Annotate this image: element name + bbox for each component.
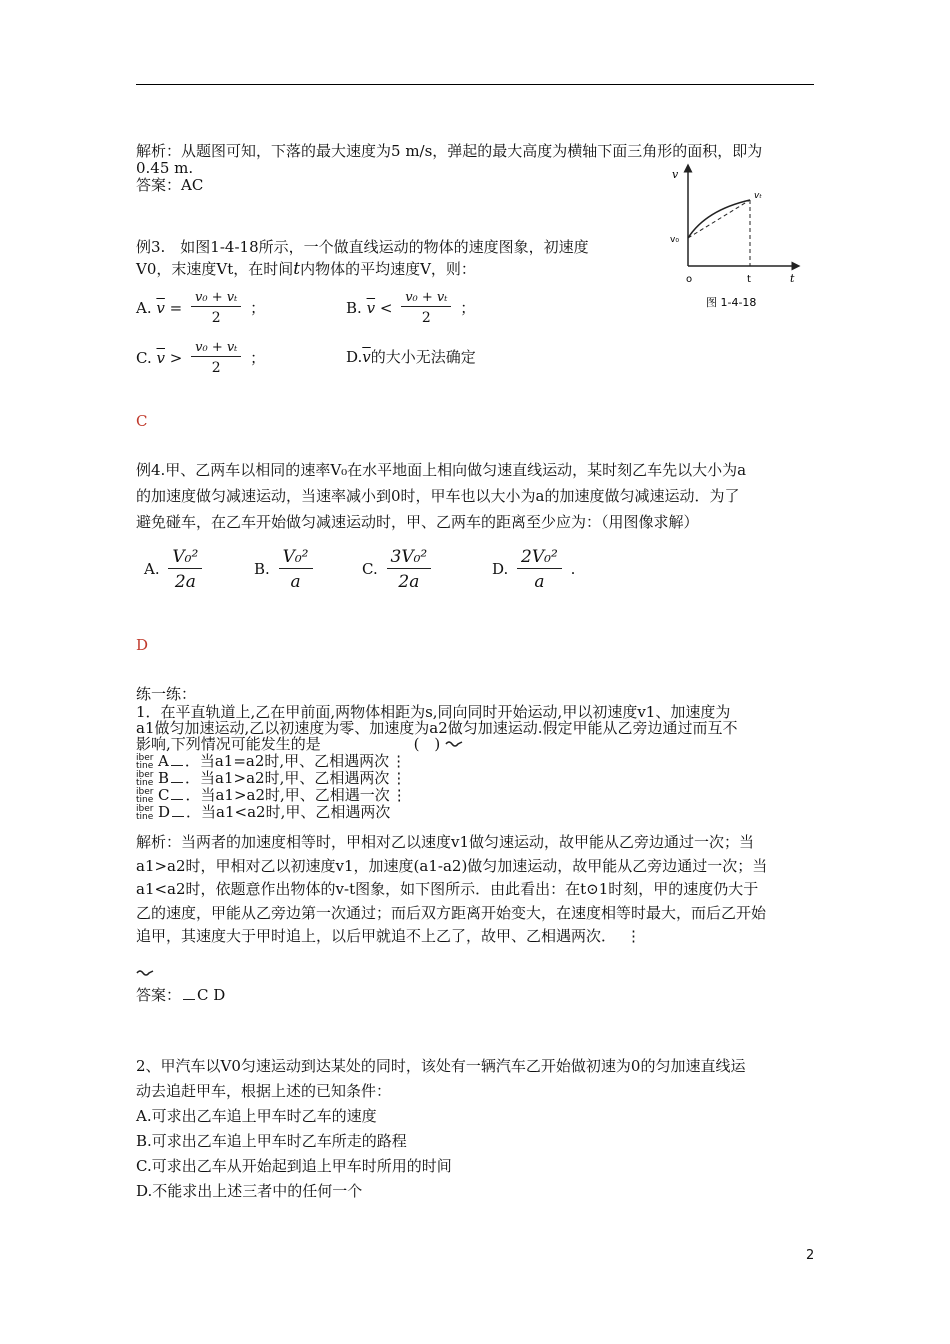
denominator: 2 (211, 359, 221, 376)
option-b (346, 288, 475, 329)
choice-c[interactable] (136, 785, 407, 805)
solution-last-line (136, 926, 767, 950)
numerator: V₀² (168, 546, 202, 569)
denominator: 2a (174, 571, 196, 592)
ellipsis-mark: ⋮ (391, 769, 407, 787)
v-axis-label: v (672, 168, 679, 181)
ellipsis-mark: ⋮ (626, 927, 642, 945)
analysis-answer: 答案：AC (136, 176, 204, 194)
solution-line: 乙的速度，甲能从乙旁边第一次通过；而后双方距离开始变大，在速度相等时最大，而后乙开始 (136, 903, 767, 922)
blank-line (183, 999, 195, 1000)
numerator: 3V₀² (387, 546, 432, 569)
example4-option-a (144, 543, 206, 595)
page-number: 2 (806, 1248, 815, 1263)
q2-line: 动去追赶甲车，根据上述的已知条件： (136, 1082, 392, 1100)
relation: < (379, 299, 393, 317)
ellipsis-mark: ⋮ (391, 752, 407, 770)
option-d-text: 的大小无法确定 (370, 348, 476, 366)
denominator: a (290, 571, 301, 592)
blank-line (171, 782, 183, 783)
blank-line (172, 816, 184, 817)
vt-graph (666, 160, 816, 320)
example3-line-2a: V0，末速度Vt，在时间 (136, 260, 294, 278)
option-d-label: D. (346, 348, 363, 366)
q1-choices (136, 751, 407, 822)
squiggle-icon (136, 963, 154, 982)
q1-line-2: a1做匀加速运动,乙以初速度为零、加速度为a2做匀加速运动.假定甲能从乙旁边通过而互不 (136, 719, 738, 737)
option-a-label: A. (136, 299, 152, 317)
q2-block (136, 1056, 745, 1206)
field-mark-icon: iber tine (136, 753, 154, 771)
choice-d[interactable] (136, 802, 407, 822)
choice-letter: C (158, 786, 170, 804)
t-mark-label: t (747, 274, 751, 285)
time-symbol: t (293, 259, 301, 279)
choice-text: ．当a1>a2时,甲、乙相遇两次 (185, 769, 390, 787)
solution-line: a1>a2时，甲相对乙以初速度v1，加速度(a1-a2)做匀加速运动，故甲能从乙旁边通过一次；当 (136, 856, 768, 875)
relation: = (169, 299, 183, 317)
answer-value: C D (197, 986, 226, 1004)
choice-letter: D (158, 803, 171, 821)
option-label: B. (254, 560, 270, 578)
trailing-period: . (570, 560, 576, 578)
q1-solution (136, 832, 767, 950)
fraction (168, 546, 202, 595)
example4-option-b (254, 543, 317, 595)
solution-line: 解析：当两者的加速度相等时，甲相对乙以速度v1做匀速运动，故甲能从乙旁边通过一次；当 (136, 833, 755, 851)
separator: ； (250, 299, 266, 317)
option-label: A. (144, 560, 160, 578)
v0-label: v₀ (670, 235, 679, 245)
blank-line (171, 799, 183, 800)
q1-paren: ( ) (413, 735, 441, 753)
option-c (136, 338, 265, 379)
figure-caption: 图 1-4-18 (706, 296, 757, 309)
numerator: v₀ + vₜ (191, 290, 241, 307)
practice-heading: 练一练： (136, 685, 197, 703)
fraction (517, 546, 562, 595)
fraction (191, 340, 241, 379)
separator: ； (250, 349, 266, 367)
vbar: $\overline{v}$ (156, 349, 165, 367)
example4-option-c (362, 543, 435, 595)
vbar: $\overline{v}$ (156, 299, 165, 317)
q1-line-1: 1．在平直轨道上,乙在甲前面,两物体相距为s,同向同时开始运动,甲以初速度v1、加速度为 (136, 703, 731, 721)
q2-line: 2、甲汽车以V0匀速运动到达某处的同时，该处有一辆汽车乙开始做初速为0的匀加速直线运 (136, 1057, 746, 1075)
origin-label: o (686, 274, 693, 285)
q1-line-3-text: 影响,下列情况可能发生的是 (136, 735, 321, 753)
vbar: $\overline{v}$ (362, 348, 371, 366)
field-mark-icon: iber tine (136, 770, 154, 788)
answer-label: 答案： (136, 986, 182, 1004)
solution-line: 追甲，其速度大于甲时追上，以后甲就追不上乙了，故甲、乙相遇两次． (136, 927, 617, 945)
vt-label: vₜ (754, 191, 762, 201)
option-label: D. (492, 560, 509, 578)
denominator: a (534, 571, 545, 592)
q1-answer (136, 985, 225, 1005)
analysis-line-1: 解析：从题图可知，下落的最大速度为5 m/s，弹起的最大高度为横轴下面三角形的面积，即为 (136, 142, 763, 160)
blank-line (171, 765, 183, 766)
example3-answer: C (136, 412, 148, 430)
separator: ； (460, 299, 476, 317)
field-mark-icon: iber tine (136, 787, 154, 805)
q2-option-a: A.可求出乙车追上甲车时乙车的速度 (136, 1107, 377, 1125)
example4-line-1: 例4.甲、乙两车以相同的速率V₀在水平地面上相向做匀速直线运动，某时刻乙车先以大小为a (136, 461, 747, 479)
analysis-line-2: 0.45 m. (136, 159, 194, 177)
vbar: $\overline{v}$ (366, 299, 376, 317)
choice-letter: A (158, 752, 169, 770)
denominator: 2 (421, 309, 431, 326)
header-rule (136, 84, 814, 85)
squiggle-icon (445, 735, 463, 753)
numerator: v₀ + vₜ (191, 340, 241, 357)
choice-b[interactable] (136, 768, 407, 788)
denominator: 2a (398, 571, 420, 592)
q2-option-d: D.不能求出上述三者中的任何一个 (136, 1182, 363, 1200)
example3-line-1: 例3. 如图1-4-18所示，一个做直线运动的物体的速度图象，初速度 (136, 238, 589, 256)
fraction (279, 546, 313, 595)
option-d (346, 347, 476, 367)
option-a (136, 288, 265, 329)
fraction (387, 546, 432, 595)
velocity-time-figure (666, 160, 816, 320)
field-mark-icon: iber tine (136, 804, 154, 822)
choice-a[interactable] (136, 751, 407, 771)
example4-option-d (492, 543, 575, 595)
example4-line-3: 避免碰车，在乙车开始做匀减速运动时，甲、乙两车的距离至少应为：（用图像求解） (136, 513, 699, 531)
example3-line-2 (136, 259, 476, 279)
option-c-label: C. (136, 349, 152, 367)
numerator: V₀² (279, 546, 313, 569)
denominator: 2 (211, 309, 221, 326)
option-b-label: B. (346, 299, 362, 317)
example4-answer: D (136, 636, 149, 654)
example3-line-2b: 内物体的平均速度V，则： (300, 260, 476, 278)
example4-line-2: 的加速度做匀减速运动，当速率减小到0时，甲车也以大小为a的加速度做匀减速运动．为了 (136, 487, 740, 505)
option-label: C. (362, 560, 378, 578)
t-axis-label: t (790, 272, 795, 285)
relation: > (169, 349, 183, 367)
average-line (688, 200, 750, 238)
solution-line: a1<a2时，依题意作出物体的v-t图象，如下图所示．由此看出：在t⊙1时刻，甲的速度仍大于 (136, 880, 759, 898)
numerator: 2V₀² (517, 546, 562, 569)
fraction (191, 290, 241, 329)
choice-letter: B (158, 769, 170, 787)
choice-text: ．当a1=a2时,甲、乙相遇两次 (184, 752, 390, 770)
q2-option-c: C.可求出乙车从开始起到追上甲车时所用的时间 (136, 1157, 452, 1175)
q2-option-b: B.可求出乙车追上甲车时乙车所走的路程 (136, 1132, 407, 1150)
ellipsis-mark: ⋮ (391, 786, 407, 804)
fraction (401, 290, 451, 329)
choice-text: ．当a1<a2时,甲、乙相遇两次 (186, 803, 391, 821)
numerator: v₀ + vₜ (401, 290, 451, 307)
choice-text: ．当a1>a2时,甲、乙相遇一次 (185, 786, 390, 804)
